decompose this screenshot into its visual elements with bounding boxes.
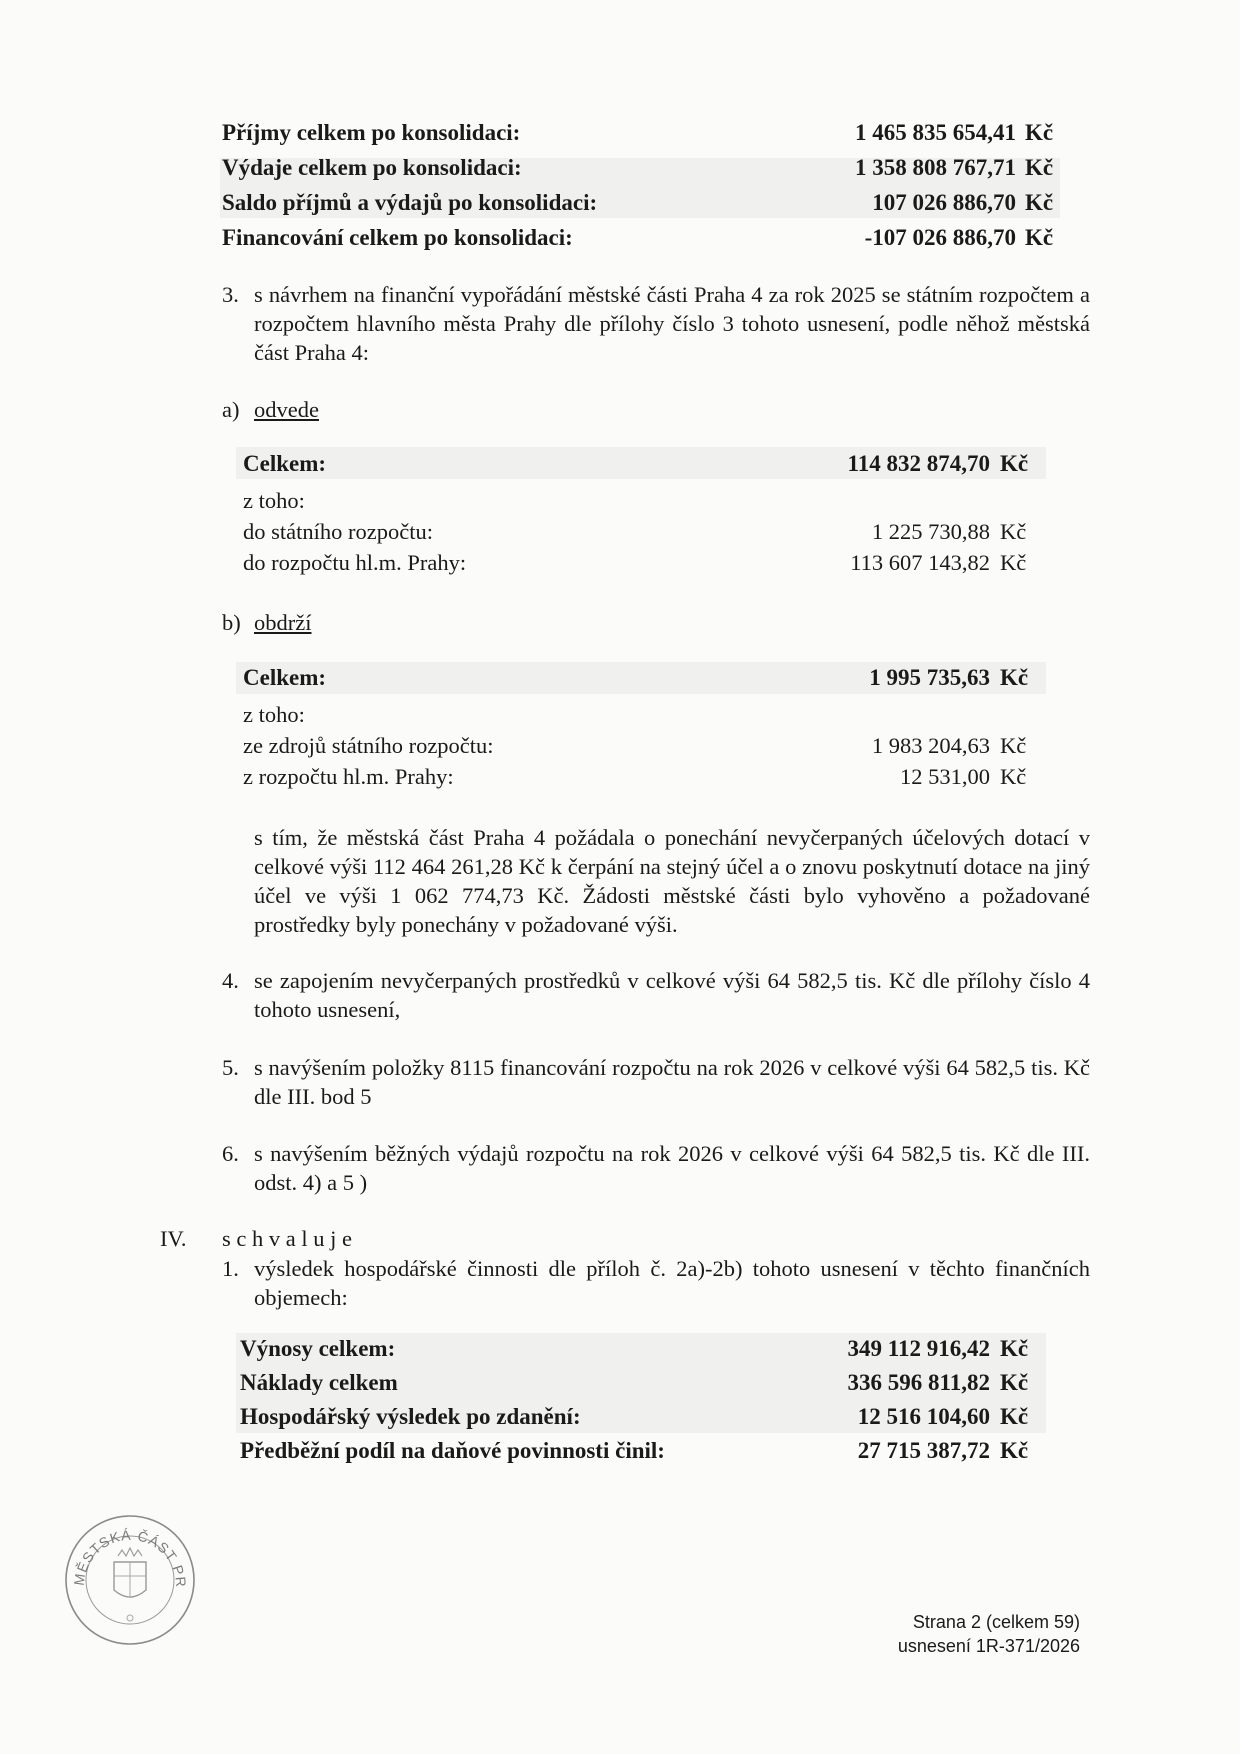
currency: Kč — [1025, 155, 1054, 180]
economic-label: Hospodářský výsledek po zdanění: — [240, 1404, 581, 1429]
item4-text: se zapojením nevyčerpaných prostředků v celkové výši 64 582,5 tis. Kč dle přílohy číslo 4 tohoto usnesení, — [254, 968, 1090, 1022]
consolidation-amount: 107 026 886,70 — [872, 190, 1016, 215]
of-which-label: z toho: — [243, 488, 305, 513]
section4-item1-text: výsledek hospodářské činnosti dle příloh č. 2a)-2b) tohoto usnesení v těchto finančních objemech: — [254, 1256, 1090, 1310]
section-heading: s c h v a l u j e — [222, 1226, 352, 1251]
consolidation-label: Financování celkem po konsolidaci: — [222, 225, 573, 250]
item-number: 4. — [222, 968, 239, 993]
row-label: z rozpočtu hl.m. Prahy: — [243, 764, 454, 789]
consolidation-label: Saldo příjmů a výdajů po konsolidaci: — [222, 190, 598, 215]
total-label: Celkem: — [243, 451, 327, 476]
resolution-number: usnesení 1R-371/2026 — [897, 1636, 1080, 1656]
total-label: Celkem: — [243, 665, 327, 690]
consolidation-amount: 1 465 835 654,41 — [855, 120, 1016, 145]
currency: Kč — [1025, 225, 1054, 250]
currency: Kč — [1000, 1336, 1029, 1361]
row-amount: 1 983 204,63 — [871, 733, 990, 758]
currency: Kč — [1000, 1438, 1029, 1463]
subitem-title: obdrží — [254, 610, 312, 635]
total-amount: 114 832 874,70 — [847, 451, 990, 476]
of-which-label: z toho: — [243, 702, 305, 727]
item3-note: s tím, že městská část Praha 4 požádala o ponechání nevyčerpaných účelových dotací v celkové výši 112 464 261,28 Kč k čerpání na stejný účel a o znovu poskytnutí dotace na jiný účel ve výši 1 062 774,73 Kč. Žádosti městské části bylo vyhověno a požadované prostředky byly ponechány v požadované výši. — [254, 825, 1090, 937]
item-number: 6. — [222, 1141, 239, 1166]
economic-amount: 12 516 104,60 — [857, 1404, 990, 1429]
page-number: Strana 2 (celkem 59) — [912, 1612, 1080, 1632]
item6-text: s navýšením běžných výdajů rozpočtu na rok 2026 v celkové výši 64 582,5 tis. Kč dle III. odst. 4) a 5 ) — [254, 1141, 1090, 1195]
item-number: 5. — [222, 1055, 239, 1080]
row-label: ze zdrojů státního rozpočtu: — [243, 733, 494, 758]
section-roman: IV. — [160, 1226, 187, 1251]
currency: Kč — [1000, 1404, 1029, 1429]
consolidation-label: Výdaje celkem po konsolidaci: — [222, 155, 522, 180]
currency: Kč — [1000, 519, 1027, 544]
economic-amount: 336 596 811,82 — [847, 1370, 990, 1395]
currency: Kč — [1000, 764, 1027, 789]
subitem-marker: a) — [222, 397, 240, 422]
row-label: do rozpočtu hl.m. Prahy: — [243, 550, 467, 575]
currency: Kč — [1000, 733, 1027, 758]
economic-amount: 27 715 387,72 — [857, 1438, 990, 1463]
svg-text:MĚSTSKÁ ČÁST PRAHA 4: MĚSTSKÁ ČÁST PR — [70, 1526, 190, 1589]
subitem-title: odvede — [254, 397, 319, 422]
subitem-marker: b) — [222, 610, 241, 635]
item-number: 1. — [222, 1256, 239, 1281]
item-number: 3. — [222, 282, 239, 307]
economic-label: Náklady celkem — [240, 1370, 398, 1395]
row-amount: 12 531,00 — [900, 764, 990, 789]
currency: Kč — [1000, 451, 1029, 476]
official-stamp-icon — [62, 1512, 198, 1648]
currency: Kč — [1000, 1370, 1029, 1395]
page-footer — [780, 1610, 1080, 1658]
row-amount: 1 225 730,88 — [871, 519, 990, 544]
row-label: do státního rozpočtu: — [243, 519, 433, 544]
consolidation-amount: 1 358 808 767,71 — [855, 155, 1016, 180]
economic-label: Předběžní podíl na daňové povinnosti činil: — [240, 1438, 665, 1463]
row-amount: 113 607 143,82 — [850, 550, 990, 575]
item5-text: s navýšením položky 8115 financování rozpočtu na rok 2026 v celkové výši 64 582,5 tis. Kč dle III. bod 5 — [254, 1055, 1090, 1109]
currency: Kč — [1025, 120, 1054, 145]
consolidation-amount: -107 026 886,70 — [864, 225, 1016, 250]
currency: Kč — [1000, 550, 1027, 575]
consolidation-label: Příjmy celkem po konsolidaci: — [222, 120, 521, 145]
economic-label: Výnosy celkem: — [240, 1336, 396, 1361]
currency: Kč — [1000, 665, 1029, 690]
item3-text: s návrhem na finanční vypořádání městské části Praha 4 za rok 2025 se státním rozpočtem a rozpočtem hlavního města Prahy dle přílohy číslo 3 tohoto usnesení, podle něhož městská část Praha 4: — [254, 282, 1090, 365]
economic-amount: 349 112 916,42 — [847, 1336, 990, 1361]
total-amount: 1 995 735,63 — [869, 665, 990, 690]
currency: Kč — [1025, 190, 1054, 215]
